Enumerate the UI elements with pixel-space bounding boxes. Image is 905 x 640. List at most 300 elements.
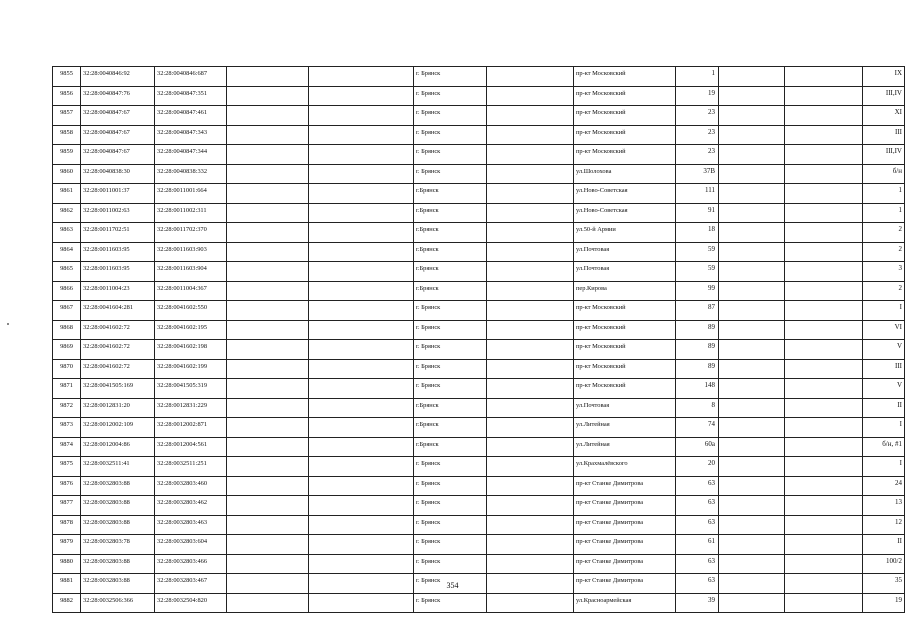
cell-parcel-cadastral-number: 32:28:0041604:281 (81, 301, 155, 321)
cell-col-empty-d (719, 106, 785, 126)
cell-city: г. Брянск (414, 67, 487, 87)
cell-row-number: 9873 (53, 418, 81, 438)
cell-parcel-cadastral-number: 32:28:0032803:88 (81, 476, 155, 496)
cell-col-empty-c (487, 340, 574, 360)
cell-col-empty-b (309, 379, 414, 399)
cell-house-number: 63 (676, 554, 719, 574)
table-row (53, 515, 905, 535)
cell-premises-number: 2 (863, 242, 905, 262)
cell-col-empty-c (487, 418, 574, 438)
cell-premises-number: II (863, 535, 905, 555)
table-row (53, 262, 905, 282)
cell-col-empty-d (719, 437, 785, 457)
cell-premises-number: II (863, 398, 905, 418)
cell-row-number: 9858 (53, 125, 81, 145)
cell-col-empty-a (227, 281, 309, 301)
cell-col-empty-e (785, 457, 863, 477)
cell-parcel-cadastral-number: 32:28:0032511:41 (81, 457, 155, 477)
cell-street: пр-кт Станке Димитрова (574, 535, 676, 555)
cell-house-number: 63 (676, 574, 719, 594)
cell-house-number: 59 (676, 242, 719, 262)
cell-row-number: 9861 (53, 184, 81, 204)
cell-premises-number: 2 (863, 223, 905, 243)
cell-house-number: 59 (676, 262, 719, 282)
cell-col-empty-a (227, 340, 309, 360)
cell-parcel-cadastral-number: 32:28:0011004:23 (81, 281, 155, 301)
cell-col-empty-c (487, 262, 574, 282)
cell-city: г.Брянск (414, 281, 487, 301)
cell-parcel-cadastral-number: 32:28:0040847:67 (81, 106, 155, 126)
cell-col-empty-c (487, 457, 574, 477)
cell-street: ул.Литейная (574, 437, 676, 457)
cell-col-empty-d (719, 164, 785, 184)
cell-col-empty-b (309, 242, 414, 262)
cell-premises-number: 2 (863, 281, 905, 301)
cell-house-number: 19 (676, 86, 719, 106)
table-row (53, 242, 905, 262)
cell-row-number: 9866 (53, 281, 81, 301)
cell-premises-number: 3 (863, 262, 905, 282)
cell-col-empty-a (227, 223, 309, 243)
cell-col-empty-e (785, 437, 863, 457)
table-row (53, 106, 905, 126)
cell-col-empty-a (227, 593, 309, 613)
cell-house-number: 18 (676, 223, 719, 243)
cell-col-empty-d (719, 476, 785, 496)
cell-row-number: 9878 (53, 515, 81, 535)
cell-city: г. Брянск (414, 125, 487, 145)
cell-col-empty-d (719, 184, 785, 204)
cell-street: пр-кт Московский (574, 145, 676, 165)
cell-object-cadastral-number: 32:28:0032803:604 (155, 535, 227, 555)
cell-object-cadastral-number: 32:28:0032803:466 (155, 554, 227, 574)
cell-parcel-cadastral-number: 32:28:0040847:76 (81, 86, 155, 106)
cell-object-cadastral-number: 32:28:0011002:311 (155, 203, 227, 223)
cell-col-empty-c (487, 476, 574, 496)
cell-city: г.Брянск (414, 437, 487, 457)
cell-street: пр-кт Станке Димитрова (574, 515, 676, 535)
cell-col-empty-c (487, 184, 574, 204)
cell-row-number: 9880 (53, 554, 81, 574)
cell-premises-number: III (863, 125, 905, 145)
cell-city: г. Брянск (414, 535, 487, 555)
cell-object-cadastral-number: 32:28:0040838:332 (155, 164, 227, 184)
cell-col-empty-b (309, 476, 414, 496)
cell-col-empty-b (309, 398, 414, 418)
cell-object-cadastral-number: 32:28:0032511:251 (155, 457, 227, 477)
cell-col-empty-e (785, 554, 863, 574)
cell-city: г.Брянск (414, 203, 487, 223)
cell-street: пр-кт Московский (574, 86, 676, 106)
cell-col-empty-e (785, 164, 863, 184)
cell-row-number: 9872 (53, 398, 81, 418)
table-row (53, 340, 905, 360)
cell-city: г. Брянск (414, 515, 487, 535)
cell-parcel-cadastral-number: 32:28:0012004:86 (81, 437, 155, 457)
cell-object-cadastral-number: 32:28:0032803:463 (155, 515, 227, 535)
cell-col-empty-d (719, 125, 785, 145)
cell-col-empty-a (227, 379, 309, 399)
cell-col-empty-c (487, 106, 574, 126)
cell-street: ул.Литейная (574, 418, 676, 438)
cell-col-empty-b (309, 145, 414, 165)
cell-col-empty-b (309, 418, 414, 438)
cell-col-empty-a (227, 184, 309, 204)
cell-house-number: 99 (676, 281, 719, 301)
cell-object-cadastral-number: 32:28:0012002:871 (155, 418, 227, 438)
cell-col-empty-b (309, 535, 414, 555)
cell-col-empty-a (227, 418, 309, 438)
scan-speck (7, 323, 9, 325)
cell-row-number: 9879 (53, 535, 81, 555)
cell-house-number: 63 (676, 476, 719, 496)
cell-house-number: 39 (676, 593, 719, 613)
cell-street: пр-кт Московский (574, 125, 676, 145)
cell-col-empty-c (487, 359, 574, 379)
cell-premises-number: 19 (863, 593, 905, 613)
cell-city: г.Брянск (414, 262, 487, 282)
cell-street: ул.50-й Армии (574, 223, 676, 243)
cell-col-empty-e (785, 535, 863, 555)
cell-object-cadastral-number: 32:28:0012004:561 (155, 437, 227, 457)
cell-col-empty-c (487, 398, 574, 418)
cell-col-empty-c (487, 554, 574, 574)
cell-col-empty-c (487, 164, 574, 184)
table-row (53, 145, 905, 165)
cell-parcel-cadastral-number: 32:28:0011603:95 (81, 242, 155, 262)
cell-col-empty-d (719, 281, 785, 301)
cell-col-empty-e (785, 496, 863, 516)
cell-col-empty-c (487, 281, 574, 301)
cell-city: г. Брянск (414, 320, 487, 340)
cell-parcel-cadastral-number: 32:28:0041602:72 (81, 320, 155, 340)
cell-row-number: 9870 (53, 359, 81, 379)
cell-object-cadastral-number: 32:28:0041602:550 (155, 301, 227, 321)
cell-col-empty-a (227, 515, 309, 535)
cell-col-empty-c (487, 86, 574, 106)
cell-object-cadastral-number: 32:28:0012831:229 (155, 398, 227, 418)
cell-street: ул.Почтовая (574, 242, 676, 262)
table-row (53, 125, 905, 145)
cell-col-empty-b (309, 340, 414, 360)
cell-col-empty-e (785, 593, 863, 613)
cell-parcel-cadastral-number: 32:28:0041505:169 (81, 379, 155, 399)
table-row (53, 476, 905, 496)
cell-col-empty-e (785, 145, 863, 165)
cell-house-number: 111 (676, 184, 719, 204)
cell-col-empty-a (227, 301, 309, 321)
cell-col-empty-e (785, 242, 863, 262)
cell-col-empty-b (309, 203, 414, 223)
cell-house-number: 87 (676, 301, 719, 321)
cell-col-empty-c (487, 301, 574, 321)
cell-row-number: 9867 (53, 301, 81, 321)
cell-col-empty-b (309, 281, 414, 301)
cell-col-empty-d (719, 379, 785, 399)
cell-object-cadastral-number: 32:28:0040847:461 (155, 106, 227, 126)
cell-parcel-cadastral-number: 32:28:0032803:88 (81, 496, 155, 516)
cell-street: пр-кт Станке Димитрова (574, 476, 676, 496)
cell-col-empty-a (227, 535, 309, 555)
cell-house-number: 1 (676, 67, 719, 87)
cell-col-empty-c (487, 67, 574, 87)
table-row (53, 457, 905, 477)
cell-house-number: 23 (676, 145, 719, 165)
cell-col-empty-b (309, 301, 414, 321)
table-row (53, 437, 905, 457)
cell-col-empty-b (309, 86, 414, 106)
cell-col-empty-c (487, 320, 574, 340)
cell-object-cadastral-number: 32:28:0040846:687 (155, 67, 227, 87)
table-row (53, 301, 905, 321)
cell-col-empty-c (487, 593, 574, 613)
cell-col-empty-e (785, 398, 863, 418)
cell-row-number: 9862 (53, 203, 81, 223)
cell-col-empty-e (785, 67, 863, 87)
cell-row-number: 9856 (53, 86, 81, 106)
cell-street: ул.Почтовая (574, 262, 676, 282)
cell-parcel-cadastral-number: 32:28:0041602:72 (81, 340, 155, 360)
cell-parcel-cadastral-number: 32:28:0040847:67 (81, 125, 155, 145)
cell-col-empty-d (719, 320, 785, 340)
cell-object-cadastral-number: 32:28:0041505:319 (155, 379, 227, 399)
cell-col-empty-b (309, 554, 414, 574)
cell-col-empty-a (227, 242, 309, 262)
cell-object-cadastral-number: 32:28:0040847:344 (155, 145, 227, 165)
cell-col-empty-a (227, 67, 309, 87)
cell-parcel-cadastral-number: 32:28:0040847:67 (81, 145, 155, 165)
cell-col-empty-e (785, 262, 863, 282)
table-row (53, 418, 905, 438)
cell-col-empty-e (785, 203, 863, 223)
cell-object-cadastral-number: 32:28:0011603:903 (155, 242, 227, 262)
cell-col-empty-b (309, 184, 414, 204)
cell-col-empty-c (487, 379, 574, 399)
cell-col-empty-d (719, 398, 785, 418)
cell-col-empty-e (785, 223, 863, 243)
table-row (53, 223, 905, 243)
cell-col-empty-d (719, 340, 785, 360)
cell-city: г. Брянск (414, 457, 487, 477)
cell-col-empty-e (785, 86, 863, 106)
cell-city: г. Брянск (414, 145, 487, 165)
cell-city: г.Брянск (414, 184, 487, 204)
cell-street: пр-кт Станке Димитрова (574, 574, 676, 594)
cell-row-number: 9869 (53, 340, 81, 360)
cell-premises-number: 1 (863, 203, 905, 223)
cell-street: пер.Кирова (574, 281, 676, 301)
cell-city: г. Брянск (414, 593, 487, 613)
cell-street: ул.Шолохова (574, 164, 676, 184)
table-row (53, 398, 905, 418)
cell-premises-number: б/н, #1 (863, 437, 905, 457)
cell-col-empty-a (227, 106, 309, 126)
cell-object-cadastral-number: 32:28:0032803:467 (155, 574, 227, 594)
cell-col-empty-a (227, 203, 309, 223)
cell-col-empty-d (719, 418, 785, 438)
cell-street: пр-кт Московский (574, 359, 676, 379)
cell-row-number: 9882 (53, 593, 81, 613)
cell-col-empty-e (785, 476, 863, 496)
cell-house-number: 23 (676, 125, 719, 145)
cell-parcel-cadastral-number: 32:28:0012002:109 (81, 418, 155, 438)
cell-street: ул.Почтовая (574, 398, 676, 418)
cell-street: ул.Крахмалёвского (574, 457, 676, 477)
cell-object-cadastral-number: 32:28:0041602:195 (155, 320, 227, 340)
cell-col-empty-a (227, 476, 309, 496)
cell-house-number: 60а (676, 437, 719, 457)
register-table (52, 66, 905, 613)
table-row (53, 593, 905, 613)
cell-object-cadastral-number: 32:28:0041602:198 (155, 340, 227, 360)
cell-col-empty-a (227, 320, 309, 340)
cell-parcel-cadastral-number: 32:28:0011702:51 (81, 223, 155, 243)
cell-city: г.Брянск (414, 398, 487, 418)
cell-row-number: 9881 (53, 574, 81, 594)
cell-col-empty-a (227, 86, 309, 106)
cell-object-cadastral-number: 32:28:0040847:351 (155, 86, 227, 106)
cell-city: г. Брянск (414, 379, 487, 399)
cell-col-empty-d (719, 359, 785, 379)
cell-house-number: 63 (676, 515, 719, 535)
cell-object-cadastral-number: 32:28:0011001:664 (155, 184, 227, 204)
cell-city: г. Брянск (414, 301, 487, 321)
table-row (53, 379, 905, 399)
cell-col-empty-b (309, 125, 414, 145)
table-row (53, 496, 905, 516)
cell-col-empty-e (785, 515, 863, 535)
cell-premises-number: 12 (863, 515, 905, 535)
cell-col-empty-c (487, 203, 574, 223)
cell-col-empty-e (785, 359, 863, 379)
cell-col-empty-c (487, 535, 574, 555)
cell-premises-number: I (863, 418, 905, 438)
cell-city: г. Брянск (414, 86, 487, 106)
cell-row-number: 9874 (53, 437, 81, 457)
cell-house-number: 148 (676, 379, 719, 399)
cell-city: г. Брянск (414, 476, 487, 496)
cell-col-empty-a (227, 496, 309, 516)
cell-col-empty-d (719, 554, 785, 574)
cell-street: ул.Красноармейская (574, 593, 676, 613)
cell-street: пр-кт Московский (574, 301, 676, 321)
cell-premises-number: 100/2 (863, 554, 905, 574)
cell-row-number: 9859 (53, 145, 81, 165)
table-row (53, 67, 905, 87)
cell-premises-number: I (863, 301, 905, 321)
cell-row-number: 9875 (53, 457, 81, 477)
cell-city: г. Брянск (414, 164, 487, 184)
cell-col-empty-e (785, 125, 863, 145)
cell-house-number: 74 (676, 418, 719, 438)
cell-col-empty-d (719, 145, 785, 165)
cell-col-empty-a (227, 437, 309, 457)
table-row (53, 86, 905, 106)
cell-street: ул.Ново-Советская (574, 184, 676, 204)
cell-col-empty-e (785, 106, 863, 126)
cell-col-empty-c (487, 437, 574, 457)
cell-col-empty-d (719, 515, 785, 535)
cell-house-number: 89 (676, 340, 719, 360)
cell-house-number: 23 (676, 106, 719, 126)
cell-parcel-cadastral-number: 32:28:0032803:88 (81, 554, 155, 574)
cell-parcel-cadastral-number: 32:28:0011001:37 (81, 184, 155, 204)
register-table-body (53, 67, 905, 613)
cell-street: пр-кт Станке Димитрова (574, 554, 676, 574)
cell-premises-number: 13 (863, 496, 905, 516)
cell-col-empty-e (785, 320, 863, 340)
cell-premises-number: III,IV (863, 145, 905, 165)
cell-col-empty-d (719, 203, 785, 223)
cell-row-number: 9860 (53, 164, 81, 184)
cell-street: пр-кт Московский (574, 320, 676, 340)
cell-col-empty-d (719, 535, 785, 555)
cell-city: г.Брянск (414, 242, 487, 262)
table-row (53, 554, 905, 574)
table-row (53, 359, 905, 379)
cell-premises-number: IX (863, 67, 905, 87)
cell-col-empty-d (719, 496, 785, 516)
cell-street: пр-кт Московский (574, 379, 676, 399)
cell-house-number: 91 (676, 203, 719, 223)
cell-premises-number: III (863, 359, 905, 379)
cell-col-empty-b (309, 457, 414, 477)
cell-col-empty-a (227, 554, 309, 574)
cell-street: пр-кт Станке Димитрова (574, 496, 676, 516)
cell-street: пр-кт Московский (574, 340, 676, 360)
cell-house-number: 37В (676, 164, 719, 184)
cell-premises-number: VI (863, 320, 905, 340)
cell-city: г.Брянск (414, 418, 487, 438)
cell-object-cadastral-number: 32:28:0032803:460 (155, 476, 227, 496)
cell-col-empty-a (227, 457, 309, 477)
cell-premises-number: V (863, 379, 905, 399)
cell-col-empty-c (487, 242, 574, 262)
cell-col-empty-a (227, 359, 309, 379)
cell-street: ул.Ново-Советская (574, 203, 676, 223)
cell-parcel-cadastral-number: 32:28:0032803:78 (81, 535, 155, 555)
cell-col-empty-b (309, 223, 414, 243)
cell-col-empty-b (309, 359, 414, 379)
cell-house-number: 61 (676, 535, 719, 555)
cell-row-number: 9871 (53, 379, 81, 399)
cell-house-number: 63 (676, 496, 719, 516)
cell-col-empty-b (309, 106, 414, 126)
cell-col-empty-d (719, 262, 785, 282)
cell-col-empty-b (309, 437, 414, 457)
cell-object-cadastral-number: 32:28:0011702:370 (155, 223, 227, 243)
cell-parcel-cadastral-number: 32:28:0011603:95 (81, 262, 155, 282)
cell-col-empty-b (309, 515, 414, 535)
cell-col-empty-e (785, 379, 863, 399)
cell-row-number: 9877 (53, 496, 81, 516)
cell-object-cadastral-number: 32:28:0032504:820 (155, 593, 227, 613)
cell-object-cadastral-number: 32:28:0011603:904 (155, 262, 227, 282)
cell-col-empty-c (487, 145, 574, 165)
cell-parcel-cadastral-number: 32:28:0041602:72 (81, 359, 155, 379)
cell-row-number: 9868 (53, 320, 81, 340)
cell-object-cadastral-number: 32:28:0041602:199 (155, 359, 227, 379)
cell-col-empty-e (785, 340, 863, 360)
cell-city: г. Брянск (414, 340, 487, 360)
cell-col-empty-b (309, 164, 414, 184)
cell-city: г. Брянск (414, 106, 487, 126)
cell-row-number: 9855 (53, 67, 81, 87)
cell-parcel-cadastral-number: 32:28:0032803:88 (81, 515, 155, 535)
cell-col-empty-c (487, 515, 574, 535)
table-row (53, 164, 905, 184)
cell-col-empty-a (227, 262, 309, 282)
